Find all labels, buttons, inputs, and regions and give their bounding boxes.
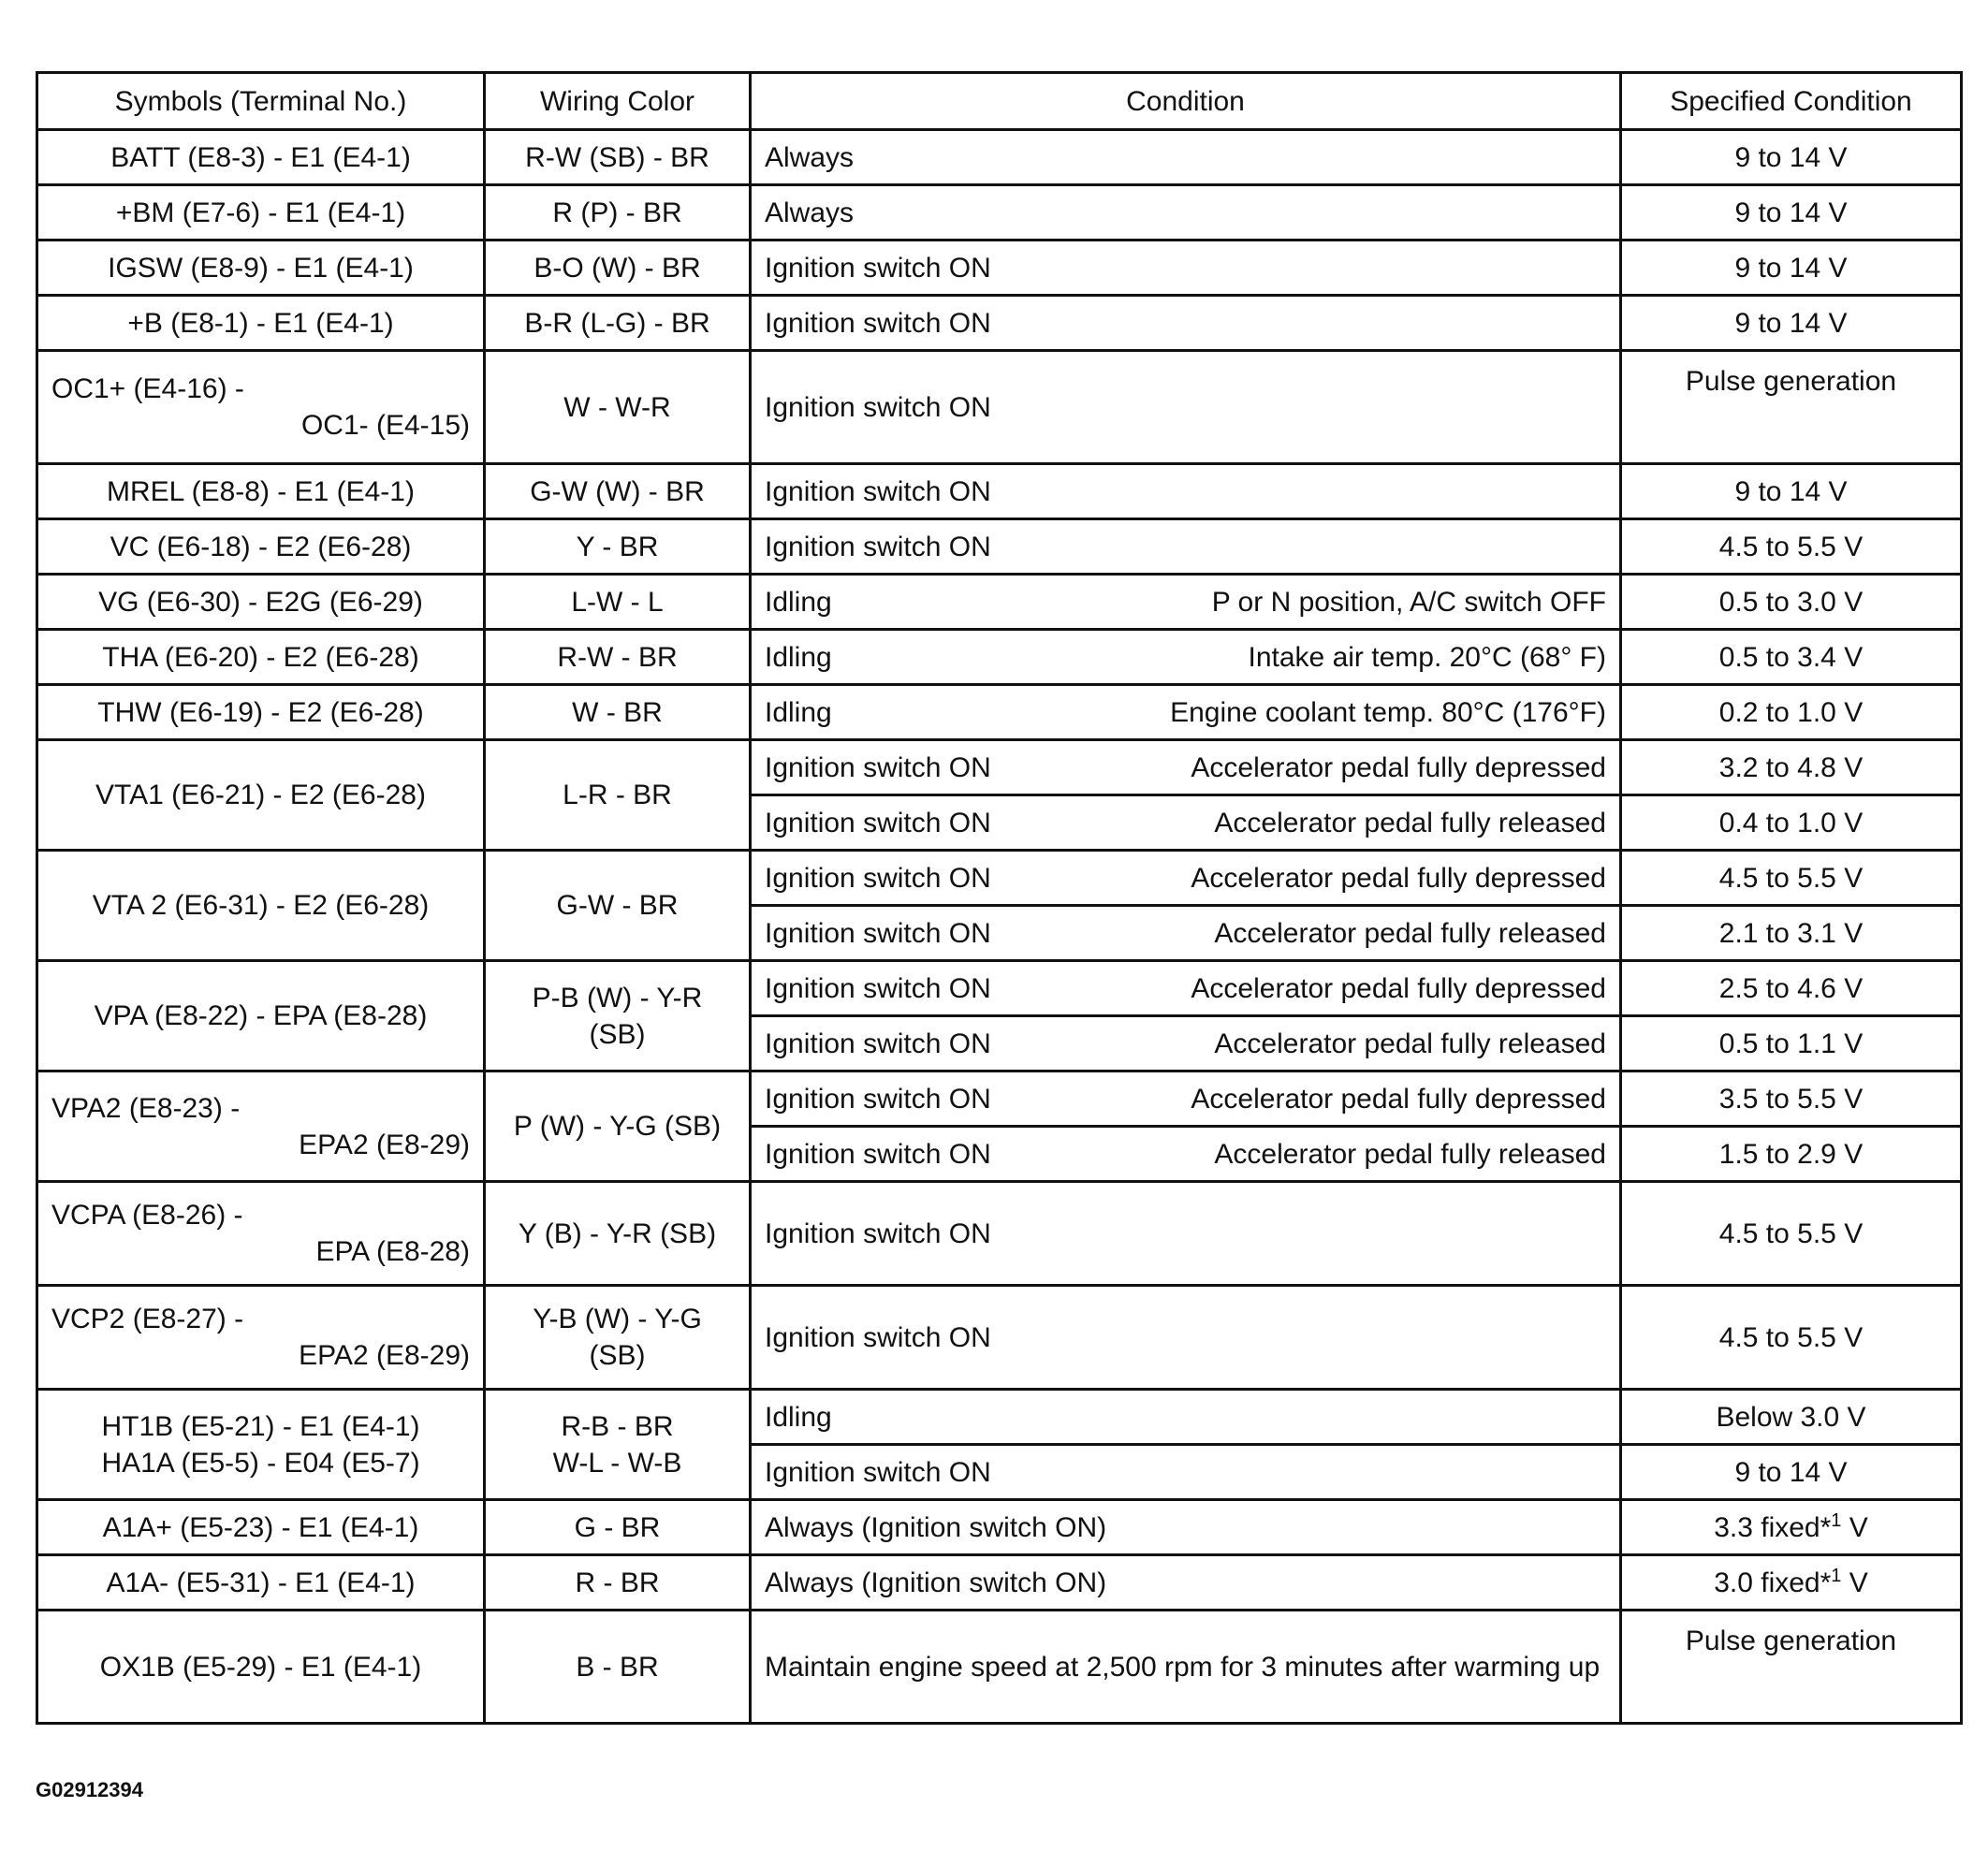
table-row [37, 1286, 1962, 1390]
condition-cell [751, 906, 1621, 961]
condition-detail: P or N position, A/C switch OFF [1211, 586, 1606, 618]
condition-text: Ignition switch ON [765, 1138, 991, 1170]
wiring-color-cell: R-W - BR [485, 630, 751, 685]
spec-cell: 0.2 to 1.0 V [1621, 685, 1962, 740]
symbol-line-1: VCPA (E8-26) - [51, 1200, 243, 1231]
wiring-color-cell: R (P) - BR [485, 185, 751, 241]
wiring-color-cell [485, 1286, 751, 1390]
spec-cell: 9 to 14 V [1621, 185, 1962, 241]
condition-text: Idling [765, 696, 832, 728]
condition-detail: Accelerator pedal fully depressed [1191, 972, 1606, 1004]
symbol-cell: +BM (E7-6) - E1 (E4-1) [37, 185, 485, 241]
symbol-cell: VG (E6-30) - E2G (E6-29) [37, 575, 485, 630]
symbol-cell: THW (E6-19) - E2 (E6-28) [37, 685, 485, 740]
wiring-color-cell: R-W (SB) - BR [485, 130, 751, 185]
condition-cell [751, 1127, 1621, 1182]
condition-text: Ignition switch ON [765, 1028, 991, 1059]
spec-cell: Pulse generation [1621, 1611, 1962, 1724]
wiring-line-1: R-B - BR [561, 1410, 674, 1442]
symbol-cell [37, 1182, 485, 1286]
spec-cell [1621, 1500, 1962, 1555]
condition-detail: Engine coolant temp. 80°C (176°F) [1170, 696, 1606, 728]
condition-text: Ignition switch ON [765, 1083, 991, 1115]
condition-cell: Ignition switch ON [751, 1286, 1621, 1390]
spec-cell: 2.5 to 4.6 V [1621, 961, 1962, 1016]
spec-cell: Below 3.0 V [1621, 1390, 1962, 1445]
condition-cell [751, 795, 1621, 851]
table-row [37, 685, 1962, 740]
wiring-color-cell: B-O (W) - BR [485, 241, 751, 296]
condition-cell: Ignition switch ON [751, 351, 1621, 464]
condition-cell: Ignition switch ON [751, 1182, 1621, 1286]
spec-cell: 9 to 14 V [1621, 1445, 1962, 1500]
condition-detail: Accelerator pedal fully released [1214, 917, 1606, 949]
spec-cell: 9 to 14 V [1621, 130, 1962, 185]
spec-cell: 4.5 to 5.5 V [1621, 851, 1962, 906]
table-row [37, 575, 1962, 630]
spec-cell: 9 to 14 V [1621, 296, 1962, 351]
symbol-cell: VC (E6-18) - E2 (E6-28) [37, 519, 485, 575]
header-symbols: Symbols (Terminal No.) [37, 73, 485, 130]
symbol-line-2: EPA2 (E8-29) [299, 1340, 470, 1371]
symbol-cell: MREL (E8-8) - E1 (E4-1) [37, 464, 485, 519]
wiring-color-cell: W - W-R [485, 351, 751, 464]
condition-cell: Ignition switch ON [751, 296, 1621, 351]
wiring-line-1: Y-B (W) - Y-G [533, 1304, 702, 1334]
condition-text: Idling [765, 641, 832, 673]
condition-text: Ignition switch ON [765, 751, 991, 783]
condition-detail: Accelerator pedal fully released [1214, 807, 1606, 838]
spec-cell: 0.5 to 1.1 V [1621, 1016, 1962, 1071]
condition-cell: Ignition switch ON [751, 241, 1621, 296]
symbol-line-1: VCP2 (E8-27) - [51, 1304, 244, 1334]
table-row [37, 1071, 1962, 1127]
condition-detail: Accelerator pedal fully depressed [1191, 1083, 1606, 1115]
wiring-line-2: (SB) [589, 1340, 646, 1371]
spec-cell: 0.4 to 1.0 V [1621, 795, 1962, 851]
footnote-marker: 1 [1831, 1565, 1842, 1586]
table-row [37, 296, 1962, 351]
wiring-color-cell [485, 1390, 751, 1500]
wiring-color-cell: G-W (W) - BR [485, 464, 751, 519]
header-wiring-color: Wiring Color [485, 73, 751, 130]
spec-cell: 0.5 to 3.4 V [1621, 630, 1962, 685]
symbol-cell: +B (E8-1) - E1 (E4-1) [37, 296, 485, 351]
terminal-spec-table [36, 71, 1963, 1725]
table-row [37, 185, 1962, 241]
table-row [37, 464, 1962, 519]
table-header-row [37, 73, 1962, 130]
symbol-cell: A1A+ (E5-23) - E1 (E4-1) [37, 1500, 485, 1555]
spec-value: 3.0 fixed* [1714, 1567, 1832, 1598]
table-row [37, 1611, 1962, 1724]
symbol-line-2: EPA (E8-28) [315, 1236, 470, 1267]
spec-cell: 4.5 to 5.5 V [1621, 1286, 1962, 1390]
wiring-color-cell: G-W - BR [485, 851, 751, 961]
condition-cell: Ignition switch ON [751, 1445, 1621, 1500]
spec-cell: 4.5 to 5.5 V [1621, 519, 1962, 575]
condition-cell [751, 961, 1621, 1016]
condition-text: Idling [765, 586, 832, 618]
condition-cell [751, 1016, 1621, 1071]
table-row [37, 961, 1962, 1016]
wiring-color-cell: W - BR [485, 685, 751, 740]
symbol-line-2: OC1- (E4-15) [300, 410, 470, 441]
condition-text: Ignition switch ON [765, 917, 991, 949]
symbol-line-1: VPA2 (E8-23) - [51, 1092, 241, 1124]
condition-cell: Always [751, 185, 1621, 241]
wiring-color-cell: L-W - L [485, 575, 751, 630]
wiring-color-cell [485, 961, 751, 1071]
condition-cell [751, 630, 1621, 685]
condition-cell: Maintain engine speed at 2,500 rpm for 3 minutes after warming up [751, 1611, 1621, 1724]
symbol-cell: BATT (E8-3) - E1 (E4-1) [37, 130, 485, 185]
symbol-line-2: EPA2 (E8-29) [299, 1129, 470, 1160]
table-row [37, 351, 1962, 464]
table-row [37, 851, 1962, 906]
table-row [37, 519, 1962, 575]
symbol-cell: OX1B (E5-29) - E1 (E4-1) [37, 1611, 485, 1724]
condition-cell: Ignition switch ON [751, 519, 1621, 575]
spec-cell: Pulse generation [1621, 351, 1962, 464]
condition-text: Ignition switch ON [765, 972, 991, 1004]
figure-id-label: G02912394 [36, 1778, 143, 1801]
symbol-cell: VTA1 (E6-21) - E2 (E6-28) [37, 740, 485, 851]
spec-cell: 3.2 to 4.8 V [1621, 740, 1962, 795]
symbol-cell [37, 1286, 485, 1390]
table-row [37, 130, 1962, 185]
wiring-color-cell: B-R (L-G) - BR [485, 296, 751, 351]
table-row [37, 1555, 1962, 1611]
table-row [37, 740, 1962, 795]
condition-cell: Always [751, 130, 1621, 185]
wiring-line-2: (SB) [589, 1018, 646, 1050]
symbol-cell: VTA 2 (E6-31) - E2 (E6-28) [37, 851, 485, 961]
condition-detail: Accelerator pedal fully depressed [1191, 751, 1606, 783]
condition-cell [751, 851, 1621, 906]
symbol-cell: IGSW (E8-9) - E1 (E4-1) [37, 241, 485, 296]
condition-cell [751, 685, 1621, 740]
condition-detail: Accelerator pedal fully released [1214, 1138, 1606, 1170]
wiring-color-cell: Y (B) - Y-R (SB) [485, 1182, 751, 1286]
wiring-line-2: W-L - W-B [552, 1447, 682, 1479]
table-row [37, 1182, 1962, 1286]
spec-cell: 4.5 to 5.5 V [1621, 1182, 1962, 1286]
spec-cell: 0.5 to 3.0 V [1621, 575, 1962, 630]
wiring-color-cell: Y - BR [485, 519, 751, 575]
wiring-color-cell: L-R - BR [485, 740, 751, 851]
wiring-color-cell: R - BR [485, 1555, 751, 1611]
condition-cell: Idling [751, 1390, 1621, 1445]
spec-unit: V [1841, 1511, 1868, 1543]
symbol-cell [37, 351, 485, 464]
wiring-color-cell: B - BR [485, 1611, 751, 1724]
condition-text: Ignition switch ON [765, 862, 991, 894]
header-condition: Condition [751, 73, 1621, 130]
spec-cell [1621, 1555, 1962, 1611]
symbol-cell: VPA (E8-22) - EPA (E8-28) [37, 961, 485, 1071]
table-row [37, 630, 1962, 685]
spec-cell: 3.5 to 5.5 V [1621, 1071, 1962, 1127]
table-row [37, 1500, 1962, 1555]
spec-cell: 9 to 14 V [1621, 241, 1962, 296]
symbol-cell: THA (E6-20) - E2 (E6-28) [37, 630, 485, 685]
condition-cell: Always (Ignition switch ON) [751, 1500, 1621, 1555]
condition-cell [751, 1071, 1621, 1127]
wiring-color-cell: G - BR [485, 1500, 751, 1555]
condition-detail: Accelerator pedal fully released [1214, 1028, 1606, 1059]
symbol-line-2: HA1A (E5-5) - E04 (E5-7) [101, 1447, 420, 1479]
symbol-cell: A1A- (E5-31) - E1 (E4-1) [37, 1555, 485, 1611]
condition-detail: Accelerator pedal fully depressed [1191, 862, 1606, 894]
condition-cell [751, 575, 1621, 630]
symbol-line-1: OC1+ (E4-16) - [51, 373, 244, 404]
table-row [37, 1390, 1962, 1445]
condition-cell: Ignition switch ON [751, 464, 1621, 519]
header-specified-condition: Specified Condition [1621, 73, 1962, 130]
spec-cell: 1.5 to 2.9 V [1621, 1127, 1962, 1182]
table-row [37, 241, 1962, 296]
symbol-cell [37, 1390, 485, 1500]
footnote-marker: 1 [1831, 1509, 1842, 1531]
spec-cell: 2.1 to 3.1 V [1621, 906, 1962, 961]
spec-cell: 9 to 14 V [1621, 464, 1962, 519]
condition-detail: Intake air temp. 20°C (68° F) [1248, 641, 1606, 673]
condition-cell [751, 740, 1621, 795]
symbol-line-1: HT1B (E5-21) - E1 (E4-1) [101, 1410, 420, 1442]
condition-text: Ignition switch ON [765, 807, 991, 838]
wiring-color-cell: P (W) - Y-G (SB) [485, 1071, 751, 1182]
spec-unit: V [1841, 1567, 1868, 1598]
wiring-line-1: P-B (W) - Y-R [532, 982, 703, 1013]
condition-cell: Always (Ignition switch ON) [751, 1555, 1621, 1611]
spec-value: 3.3 fixed* [1714, 1511, 1832, 1543]
symbol-cell [37, 1071, 485, 1182]
